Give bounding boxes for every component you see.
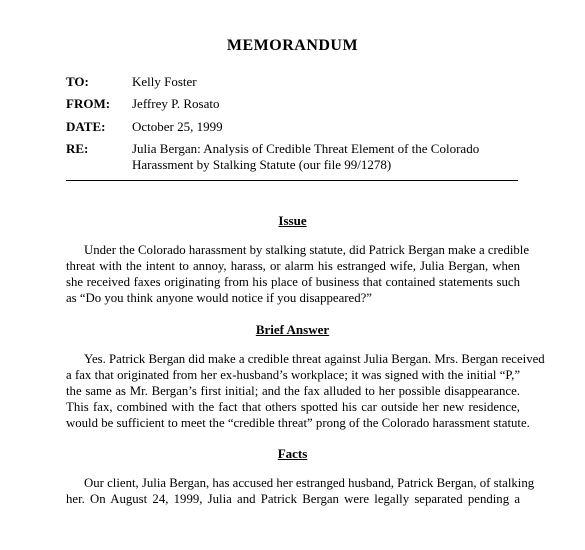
paragraph-line: Yes. Patrick Bergan did make a credible threat against Julia Bergan. Mrs. Bergan received bbox=[84, 352, 545, 366]
facts-paragraph bbox=[66, 475, 535, 507]
to-label: TO: bbox=[66, 74, 89, 89]
paragraph-line: threat with the intent to annoy, harass, or alarm his estranged wife, Julia Bergan, when bbox=[66, 259, 520, 273]
paragraph-line: a fax that originated from her ex-husband’s workplace; it was signed with the initial “P,” bbox=[66, 368, 520, 382]
date-label: DATE: bbox=[66, 119, 106, 134]
paragraph-line: would be sufficient to meet the “credible threat” prong of the Colorado harassment statute. bbox=[66, 416, 530, 430]
issue-paragraph bbox=[66, 242, 530, 306]
memo-title: MEMORANDUM bbox=[226, 37, 359, 54]
re-value-line: Julia Bergan: Analysis of Credible Threat Element of the Colorado bbox=[132, 141, 480, 156]
re-label: RE: bbox=[66, 141, 89, 156]
brief-answer-paragraph bbox=[66, 351, 545, 431]
paragraph-line: Our client, Julia Bergan, has accused her estranged husband, Patrick Bergan, of stalking bbox=[84, 476, 535, 490]
paragraph-line: she received faxes originating from his place of business that contained statements such bbox=[66, 275, 520, 289]
issue-heading: Issue bbox=[278, 213, 307, 228]
from-value: Jeffrey P. Rosato bbox=[132, 96, 220, 111]
from-label: FROM: bbox=[66, 96, 111, 111]
paragraph-line: Under the Colorado harassment by stalking statute, did Patrick Bergan make a credible bbox=[84, 243, 530, 257]
paragraph-line: her. On August 24, 1999, Julia and Patrick Bergan were legally separated pending a bbox=[66, 492, 520, 506]
facts-heading: Facts bbox=[277, 446, 308, 461]
re-value-line: Harassment by Stalking Statute (our file 99/1278) bbox=[132, 157, 392, 172]
paragraph-line: the same as Mr. Bergan’s first initial; and the fax alluded to her possible disappearance. bbox=[66, 384, 520, 398]
date-value: October 25, 1999 bbox=[132, 119, 223, 134]
paragraph-line: as “Do you think anyone would notice if you disappeared?” bbox=[66, 291, 372, 305]
to-value: Kelly Foster bbox=[132, 74, 197, 89]
paragraph-line: This fax, combined with the fact that others spotted his car outside her new residence, bbox=[66, 400, 520, 414]
re-value bbox=[132, 141, 512, 173]
header-divider bbox=[66, 180, 518, 181]
brief-answer-heading: Brief Answer bbox=[255, 322, 330, 337]
